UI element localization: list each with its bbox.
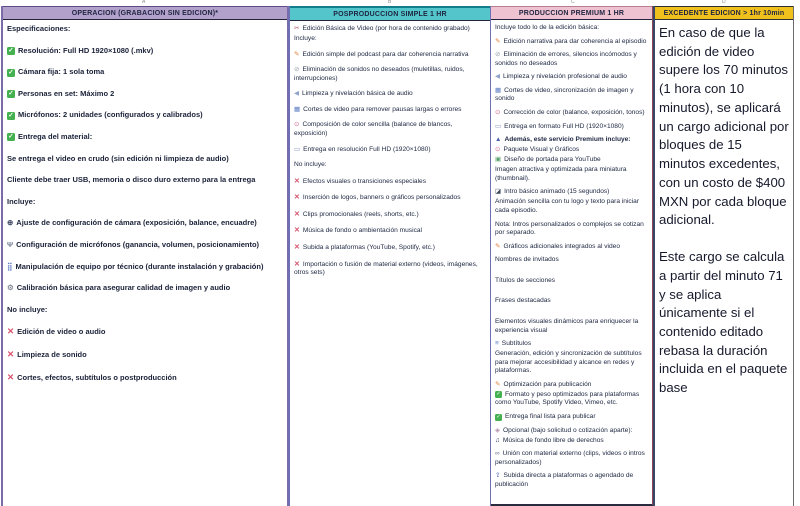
list-item-text: No incluye:: [7, 304, 48, 314]
list-item: [294, 146, 486, 155]
list-item-text: Manipulación de equipo por técnico (durante instalación y grabación): [15, 261, 264, 271]
cross-icon: ✕: [294, 227, 300, 235]
column-posproduccion-simple: [288, 6, 491, 506]
subtitles-icon: ≡: [495, 340, 499, 348]
list-item: [7, 197, 283, 207]
gift-icon: ◈: [495, 426, 500, 434]
pencil-icon: ✎: [495, 37, 501, 45]
list-item: [495, 166, 648, 183]
list-item: [495, 146, 648, 155]
check-icon: ✓: [496, 391, 501, 398]
column-operacion: [1, 6, 288, 506]
column-body: [491, 20, 652, 496]
list-item-text: Micrófonos: 2 unidades (configurados y calibrados): [18, 110, 203, 120]
list-item: [495, 472, 648, 489]
list-item-text: Elementos visuales dinámicos para enriquecer la experiencia visual: [495, 317, 639, 334]
monitor-icon: ▭: [294, 145, 301, 153]
list-item-text: Especificaciones:: [7, 24, 71, 33]
check-icon: ✓: [496, 413, 501, 420]
list-item: [495, 123, 648, 132]
list-item: [7, 46, 283, 56]
list-item-text: No incluye:: [294, 161, 327, 169]
list-item: [7, 283, 283, 293]
list-item-text: Música de fondo libre de derechos: [502, 436, 604, 444]
list-item-text: Subida directa a plataformas o agendado de publicación: [495, 472, 634, 488]
palette-icon: ⊙: [495, 146, 501, 154]
wrench-icon: ⚙: [7, 283, 14, 293]
list-item: [495, 350, 648, 376]
list-item: [294, 25, 486, 34]
list-item-text: Gráficos adicionales integrados al video: [503, 242, 621, 250]
list-item-text: Además, este servicio Premium incluye:: [504, 136, 631, 144]
check-icon: ✓: [8, 111, 14, 119]
pencil-icon: ✎: [495, 380, 501, 388]
list-item: [495, 318, 648, 335]
list-item-text: Entrega en formato Full HD (1920×1080): [504, 122, 624, 130]
list-item-text: Cortes de video para remover pausas largas o errores: [303, 105, 462, 113]
list-item-text: Limpieza y nivelación profesional de audio: [503, 73, 627, 81]
list-item-text: Formato y peso optimizados para plataformas como YouTube, Spotify Video, Vimeo, etc.: [495, 390, 640, 407]
rocket-icon: ▲: [495, 136, 502, 144]
list-item: [659, 24, 789, 230]
check-icon: ✓: [8, 90, 14, 98]
list-item: [294, 106, 486, 115]
list-item-text: Edición simple del podcast para dar coherencia narrativa: [302, 50, 469, 58]
list-item: [495, 391, 648, 408]
list-item-text: Cámara fija: 1 sola toma: [18, 67, 105, 77]
list-item: [495, 87, 648, 104]
palette-icon: ⊙: [294, 121, 300, 129]
mixer-icon: ⣿: [7, 261, 13, 271]
list-item: [495, 51, 648, 68]
list-item: [294, 226, 486, 236]
list-item: [495, 437, 648, 446]
cross-icon: ✕: [294, 243, 300, 251]
list-item: [495, 243, 648, 252]
list-item-text: Subtítulos: [501, 340, 532, 348]
list-item: [7, 67, 283, 77]
list-item-text: Eliminación de sonidos no deseados (muletillas, ruidos, interrupciones): [294, 66, 465, 82]
cross-icon: ✕: [7, 372, 15, 383]
palette-icon: ⊙: [495, 108, 501, 116]
list-item-text: Este cargo se calcula a partir del minuto 71 y se aplica únicamente si el contenido editado rebasa la duración incluida en el paquete base: [659, 249, 788, 396]
list-item-text: Incluye:: [294, 35, 317, 43]
pencil-icon: ✎: [294, 50, 300, 58]
list-item: [294, 51, 486, 60]
column-letter-b: B: [388, 0, 392, 5]
column-body: [655, 20, 793, 418]
check-icon: ✓: [8, 68, 14, 76]
list-item: [294, 161, 486, 170]
list-item-text: Resolución: Full HD 1920×1080 (.mkv): [18, 45, 154, 55]
image-icon: ▣: [495, 156, 502, 164]
list-item: [495, 221, 648, 238]
list-item-text: Frases destacadas: [495, 297, 551, 305]
column-letter-a: A: [142, 0, 146, 5]
list-item-text: Cliente debe traer USB, memoria o disco duro externo para la entrega: [7, 175, 256, 185]
list-item: [495, 38, 648, 47]
list-item-text: Cortes de video, sincronización de imagen y sonido: [495, 86, 634, 103]
list-item: [7, 132, 283, 142]
list-item-text: Limpieza de sonido: [17, 350, 87, 360]
cross-icon: ✕: [7, 326, 15, 337]
list-item-text: Generación, edición y sincronización de subtítulos para mejorar accesibilidad y alcance en redes y plataformas.: [495, 350, 642, 375]
list-item: [7, 326, 283, 337]
cross-icon: ✕: [294, 177, 300, 185]
list-item: [659, 248, 789, 398]
list-item-text: Imagen atractiva y optimizada para miniatura (thumbnail).: [495, 166, 627, 182]
film-icon: ▦: [495, 86, 502, 94]
column-letter-c: C: [571, 0, 575, 5]
list-item-text: Composición de color sencilla (balance de blancos, exposición): [294, 121, 453, 137]
upload-icon: ⇪: [495, 472, 501, 480]
list-item-text: Entrega final lista para publicar: [505, 413, 596, 420]
link-icon: ∞: [495, 450, 500, 458]
camera-settings-icon: ⊕: [7, 218, 14, 228]
list-item-text: Edición de video o audio: [17, 327, 106, 337]
list-item-text: Optimización para publicación: [503, 380, 592, 388]
list-item-text: Nombres de invitados: [495, 256, 559, 264]
cross-icon: ✕: [294, 260, 300, 268]
list-item-text: Calibración básica para asegurar calidad de imagen y audio: [16, 283, 231, 293]
list-item-text: Intro básico animado (15 segundos): [504, 188, 610, 196]
mute-icon: ⊘: [294, 66, 300, 74]
list-item: [7, 240, 283, 250]
cross-icon: ✕: [294, 210, 300, 218]
list-item-text: Limpieza y nivelación básica de audio: [302, 90, 413, 98]
cross-icon: ✕: [294, 194, 300, 202]
list-item: [294, 66, 486, 83]
list-item-text: Ajuste de configuración de cámara (exposición, balance, encuadre): [16, 218, 257, 228]
check-icon: ✓: [8, 47, 14, 55]
column-body: [290, 21, 490, 287]
list-item: [294, 243, 486, 253]
list-item: [7, 305, 283, 315]
list-item: [7, 154, 283, 164]
music-icon: ♫: [495, 436, 500, 444]
list-item-text: Opcional (bajo solicitud o cotización aparte):: [503, 426, 633, 434]
list-item-text: Personas en set: Máximo 2: [18, 88, 115, 98]
list-item-text: Incluye:: [7, 196, 36, 206]
list-item-text: Títulos de secciones: [495, 276, 556, 284]
check-icon: ✓: [8, 133, 14, 141]
list-item-text: Eliminación de errores, silencios incómodos y sonidos no deseados: [495, 51, 637, 67]
list-item-text: Inserción de logos, banners o gráficos personalizados: [302, 194, 461, 202]
list-item-text: Clips promocionales (reels, shorts, etc.): [302, 210, 419, 218]
column-header-excedente-edicion: EXCEDENTE EDICION > 1hr 10min: [655, 6, 793, 20]
list-item-text: Nota: Intros personalizados o complejos se cotizan por separado.: [495, 220, 644, 237]
list-item-text: Configuración de micrófonos (ganancia, volumen, posicionamiento): [16, 239, 260, 249]
list-item: [7, 175, 283, 185]
list-item: [7, 89, 283, 99]
list-item: [294, 193, 486, 203]
monitor-icon: ▭: [495, 122, 502, 130]
list-item-text: Diseño de portada para YouTube: [504, 156, 601, 164]
list-item-text: Cortes, efectos, subtítulos o postproducción: [17, 373, 177, 383]
list-item: [495, 136, 648, 145]
scissors-icon: ✂: [294, 25, 300, 32]
list-item-text: Subida a plataformas (YouTube, Spotify, etc.): [302, 243, 435, 251]
list-item: [495, 24, 648, 33]
column-header-operacion: OPERACION (GRABACION SIN EDICION)*: [3, 6, 287, 20]
microphone-icon: Ψ: [7, 239, 14, 249]
list-item: [7, 218, 283, 228]
list-item-text: Efectos visuales o transiciones especiales: [302, 177, 427, 185]
list-item: [495, 340, 648, 349]
list-item: [495, 450, 648, 467]
list-item: [7, 24, 283, 34]
list-item: [294, 177, 486, 187]
list-item: [495, 73, 648, 82]
pencil-icon: ✎: [495, 242, 501, 250]
list-item: [294, 35, 486, 44]
list-item: [495, 256, 648, 265]
list-item: [495, 427, 648, 436]
column-excedente-edicion: [653, 6, 794, 506]
mute-icon: ⊘: [495, 51, 501, 59]
film-icon: ▦: [294, 105, 301, 113]
list-item: [495, 198, 648, 215]
list-item: [495, 381, 648, 390]
list-item: [495, 109, 648, 118]
list-item: [7, 110, 283, 120]
list-item: [294, 121, 486, 138]
list-item-text: Música de fondo o ambientación musical: [302, 227, 422, 235]
column-header-produccion-premium: PRODUCCION PREMIUM 1 HR: [491, 6, 652, 20]
list-item-text: Importación o fusión de material externo (videos, imágenes, otros sets): [294, 260, 478, 277]
cross-icon: ✕: [7, 349, 15, 360]
column-produccion-premium: [491, 6, 653, 506]
list-item: [495, 413, 648, 422]
list-item: [495, 277, 648, 286]
column-letter-d: D: [722, 0, 726, 5]
list-item: [7, 372, 283, 383]
list-item-text: Corrección de color (balance, exposición, tonos): [503, 108, 645, 116]
list-item-text: Entrega en resolución Full HD (1920×1080): [303, 145, 431, 153]
list-item-text: Se entrega el video en crudo (sin edición ni limpieza de audio): [7, 153, 229, 163]
list-item-text: Edición narrativa para dar coherencia al episodio: [503, 37, 647, 45]
list-item-text: Unión con material externo (clips, videos o intros personalizados): [495, 450, 645, 466]
list-item-text: Paquete Visual y Gráficos: [503, 146, 580, 154]
speaker-icon: ◀: [294, 90, 299, 98]
column-header-posproduccion-simple: POSPRODUCCION SIMPLE 1 HR: [290, 6, 490, 21]
list-item: [294, 90, 486, 99]
list-item: [7, 349, 283, 360]
speaker-icon: ◀: [495, 73, 500, 81]
list-item: [294, 260, 486, 278]
list-item: [7, 262, 283, 272]
list-item: [495, 156, 648, 165]
list-item: [495, 297, 648, 306]
list-item: [495, 188, 648, 197]
list-item-text: Edición Básica de Video (por hora de contenido grabado): [302, 25, 470, 32]
list-item-text: Incluye todo lo de la edición básica:: [495, 24, 600, 31]
clapper-icon: ◪: [495, 188, 502, 196]
list-item-text: En caso de que la edición de video supere los 70 minutos (1 hora con 10 minutos), se aplicará un cargo adicional por bloques de 15 minutos excedentes, con un costo de $400 MXN por cada bloque adicional.: [659, 25, 789, 228]
list-item-text: Entrega del material:: [18, 131, 93, 141]
column-body: [3, 20, 287, 397]
list-item-text: Animación sencilla con tu logo y texto para iniciar cada episodio.: [495, 198, 640, 214]
list-item: [294, 210, 486, 220]
